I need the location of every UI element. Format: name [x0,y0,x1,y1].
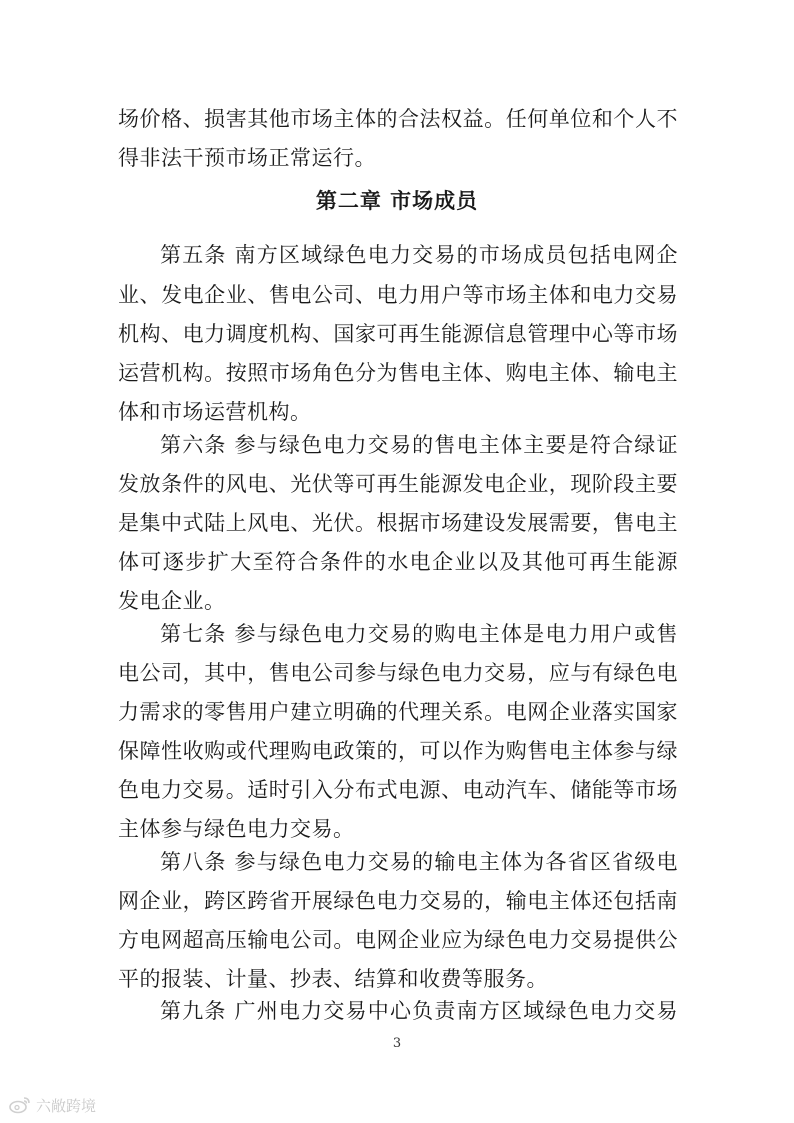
article-6-line: 体可逐步扩大至符合条件的水电企业以及其他可再生能源 [118,550,678,574]
article-5-line: 机构、电力调度机构、国家可再生能源信息管理中心等市场 [118,322,678,346]
article-8-line: 方电网超高压输电公司。电网企业应为绿色电力交易提供公 [118,928,678,952]
article-7-line: 色电力交易。适时引入分布式电源、电动汽车、储能等市场 [118,778,678,802]
article-5-line: 第五条 南方区域绿色电力交易的市场成员包括电网企 [160,243,678,267]
watermark [8,1094,96,1116]
chapter-title: 第二章 市场成员 [315,189,479,213]
article-5-line: 运营机构。按照市场角色分为售电主体、购电主体、输电主 [118,361,678,385]
paragraph-line: 场价格、损害其他市场主体的合法权益。任何单位和个人不 [118,107,678,131]
article-6-line: 发放条件的风电、光伏等可再生能源发电企业，现阶段主要 [118,472,678,496]
article-7-line: 主体参与绿色电力交易。 [118,817,355,841]
article-7-line: 力需求的零售用户建立明确的代理关系。电网企业落实国家 [118,700,678,724]
article-8-line: 网企业，跨区跨省开展绿色电力交易的，输电主体还包括南 [118,889,678,913]
article-9-line: 第九条 广州电力交易中心负责南方区域绿色电力交易 [160,999,678,1023]
article-5-line: 体和市场运营机构。 [118,400,312,424]
weibo-logo-icon [8,1095,32,1115]
watermark-text: 六敞跨境 [36,1096,97,1115]
page-number: 3 [392,1036,402,1051]
article-6-line: 发电企业。 [118,589,226,613]
article-6-line: 是集中式陆上风电、光伏。根据市场建设发展需要，售电主 [118,511,678,535]
article-7-line: 第七条 参与绿色电力交易的购电主体是电力用户或售 [160,622,678,646]
article-8-line: 第八条 参与绿色电力交易的输电主体为各省区省级电 [160,850,678,874]
article-7-line: 保障性收购或代理购电政策的，可以作为购售电主体参与绿 [118,739,678,763]
article-7-line: 电公司，其中，售电公司参与绿色电力交易，应与有绿色电 [118,661,678,685]
article-8-line: 平的报装、计量、抄表、结算和收费等服务。 [118,967,548,991]
article-6-line: 第六条 参与绿色电力交易的售电主体主要是符合绿证 [160,433,678,457]
article-5-line: 业、发电企业、售电公司、电力用户等市场主体和电力交易 [118,283,678,307]
paragraph-line: 得非法干预市场正常运行。 [118,146,376,170]
